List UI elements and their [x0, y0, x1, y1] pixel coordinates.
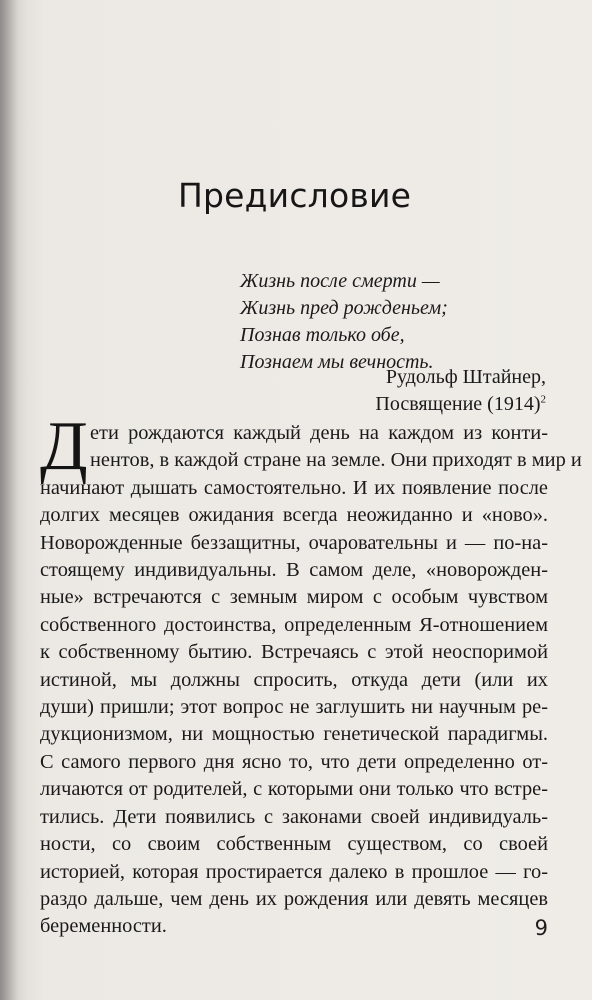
body-line: дукционизмом, ни мощностью генетической парадигмы.	[40, 723, 548, 746]
body-line: личаются от родителей, с которыми они только что встре-	[40, 778, 548, 801]
body-line: историей, которая простирается далеко в прошлое — го-	[40, 860, 548, 883]
body-line: ности, со своим собственным существом, со своей	[40, 833, 548, 856]
body-line: начинают дышать самостоятельно. И их появление после	[40, 476, 548, 499]
epigraph-line: Жизнь после смерти —	[240, 270, 440, 292]
page-number: 9	[534, 916, 548, 940]
body-line: раздо дальше, чем день их рождения или девять месяцев	[40, 887, 548, 910]
epigraph-attribution	[375, 364, 546, 418]
spine-shadow	[0, 0, 18, 1000]
body-line: истиной, мы должны спросить, откуда дети (или их	[40, 668, 548, 691]
epigraph-line: Жизнь пред рожденьем;	[240, 297, 448, 319]
chapter-title: Предисловие	[178, 176, 412, 215]
body-line: тились. Дети появились с законами своей индивидуаль-	[40, 805, 548, 828]
body-line: нентов, в каждой стране на земле. Они приходят в мир и	[90, 449, 582, 472]
body-line: беременности.	[40, 915, 167, 938]
body-line: долгих месяцев ожидания всегда неожиданно и «ново».	[40, 504, 548, 527]
body-paragraph	[40, 408, 582, 941]
body-line: С самого первого дня ясно то, что дети определенно от-	[40, 750, 548, 773]
body-line: ные» встречаются с земным миром с особым чувством	[40, 586, 548, 609]
body-line: ети рождаются каждый день на каждом из конти-	[90, 422, 548, 444]
body-line: стоящему индивидуальны. В самом деле, «новорожден-	[40, 559, 548, 582]
epigraph-source-line	[375, 391, 546, 418]
epigraph-line: Познаем мы вечность.	[240, 351, 434, 373]
footnote-marker: 2	[540, 393, 546, 406]
body-line: Новорожденные беззащитны, очаровательны и — по-на-	[40, 531, 548, 554]
epigraph	[240, 268, 540, 376]
epigraph-source: Посвящение (1914)	[375, 393, 541, 415]
body-line: собственного достоинства, определенным Я-отношением	[40, 613, 548, 636]
body-line: к собственному бытию. Встречаясь с этой неоспоримой	[40, 641, 548, 664]
drop-cap: Д	[40, 408, 88, 485]
body-line: души) пришли; этот вопрос не заглушить ни научным ре-	[40, 696, 548, 719]
epigraph-author: Рудольф Штайнер,	[385, 366, 546, 388]
epigraph-line: Познав только обе,	[240, 324, 405, 346]
